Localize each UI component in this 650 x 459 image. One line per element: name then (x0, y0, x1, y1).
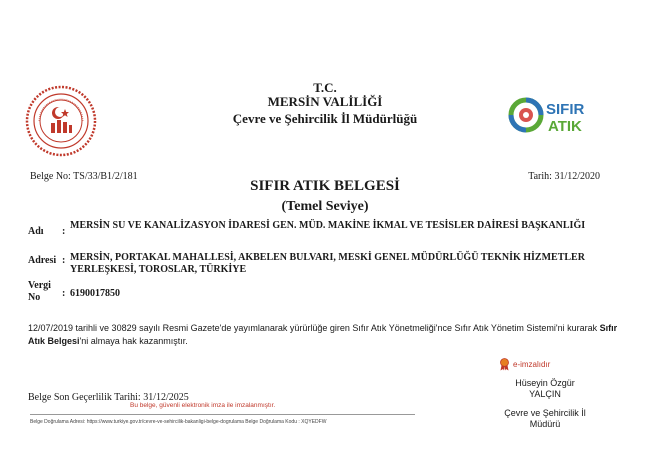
header-mudurluk: Çevre ve Şehircilik İl Müdürlüğü (232, 111, 418, 126)
signer-title-line1: Çevre ve Şehircilik İl (504, 408, 586, 418)
field-value: MERSİN, PORTAKAL MAHALLESİ, AKBELEN BULVARI, MESKİ GENEL MÜDÜRLÜĞÜ TEKNİK HİZMETLER YERLEŞKESİ, TOROSLAR, TÜRKİYE (70, 252, 585, 275)
field-row-vergi (28, 280, 590, 304)
signer-block (490, 378, 600, 430)
field-separator: : (62, 288, 66, 299)
field-separator: : (62, 226, 66, 237)
document-subtitle: (Temel Seviye) (281, 199, 369, 214)
verification-address: Belge Doğrulama Adresi: https://www.turkiye.gov.tr/cevre-ve-sehircilik-bakanligi-belge-dogrulama Belge Doğrulama Kodu : XQYEDFW (30, 419, 327, 425)
field-label: Adresi (28, 255, 57, 266)
field-separator: : (62, 255, 66, 266)
field-row-adi (28, 220, 590, 250)
document-title: SIFIR ATIK BELGESİ (250, 178, 400, 194)
field-label: Adı (28, 226, 44, 237)
statement-part2: 'ni almaya hak kazanmıştır. (79, 336, 188, 346)
e-signature-badge (513, 360, 550, 369)
field-row-adresi (28, 250, 590, 280)
field-value: 6190017850 (70, 288, 120, 299)
brand-text-sifir: SIFIR (546, 101, 585, 118)
footer-divider (30, 414, 415, 415)
ribbon-icon (499, 358, 510, 373)
field-label: Vergi No (28, 280, 51, 303)
certificate-statement (28, 322, 628, 348)
brand-text-atik: ATIK (548, 118, 582, 135)
header-tc: T.C. (313, 80, 337, 95)
validity-date: Belge Son Geçerlilik Tarihi: 31/12/2025 (28, 392, 189, 403)
statement-bold: Sıfır Atık Belgesi (28, 323, 618, 346)
signer-name-first: Hüseyin Özgür (515, 378, 575, 388)
belge-no: Belge No: TS/33/B1/2/181 (30, 171, 138, 182)
document-date: Tarih: 31/12/2020 (528, 171, 600, 182)
e-signature-notice: Bu belge, güvenli elektronik imza ile imzalanmıştır. (130, 402, 276, 409)
field-value: MERSİN SU VE KANALİZASYON İDARESİ GEN. MÜD. MAKİNE İKMAL VE TESİSLER DAİRESİ BAŞKANLIĞI (70, 220, 586, 231)
statement-part1: 12/07/2019 tarihli ve 30829 sayılı Resmi Gazete'de yayımlanarak yürürlüğe giren Sıfır Atık Yönetmeliği'nce Sıfır Atık Yönetim Sistemi'ni kurarak (28, 323, 600, 333)
e-signature-label: e-imzalıdır (513, 360, 551, 369)
sifir-atik-logo (508, 95, 603, 145)
info-table (28, 220, 590, 304)
signer-name-last: YALÇIN (529, 389, 561, 399)
signer-title-line2: Müdürü (529, 419, 561, 429)
header-valilik: MERSİN VALİLİĞİ (267, 94, 383, 109)
